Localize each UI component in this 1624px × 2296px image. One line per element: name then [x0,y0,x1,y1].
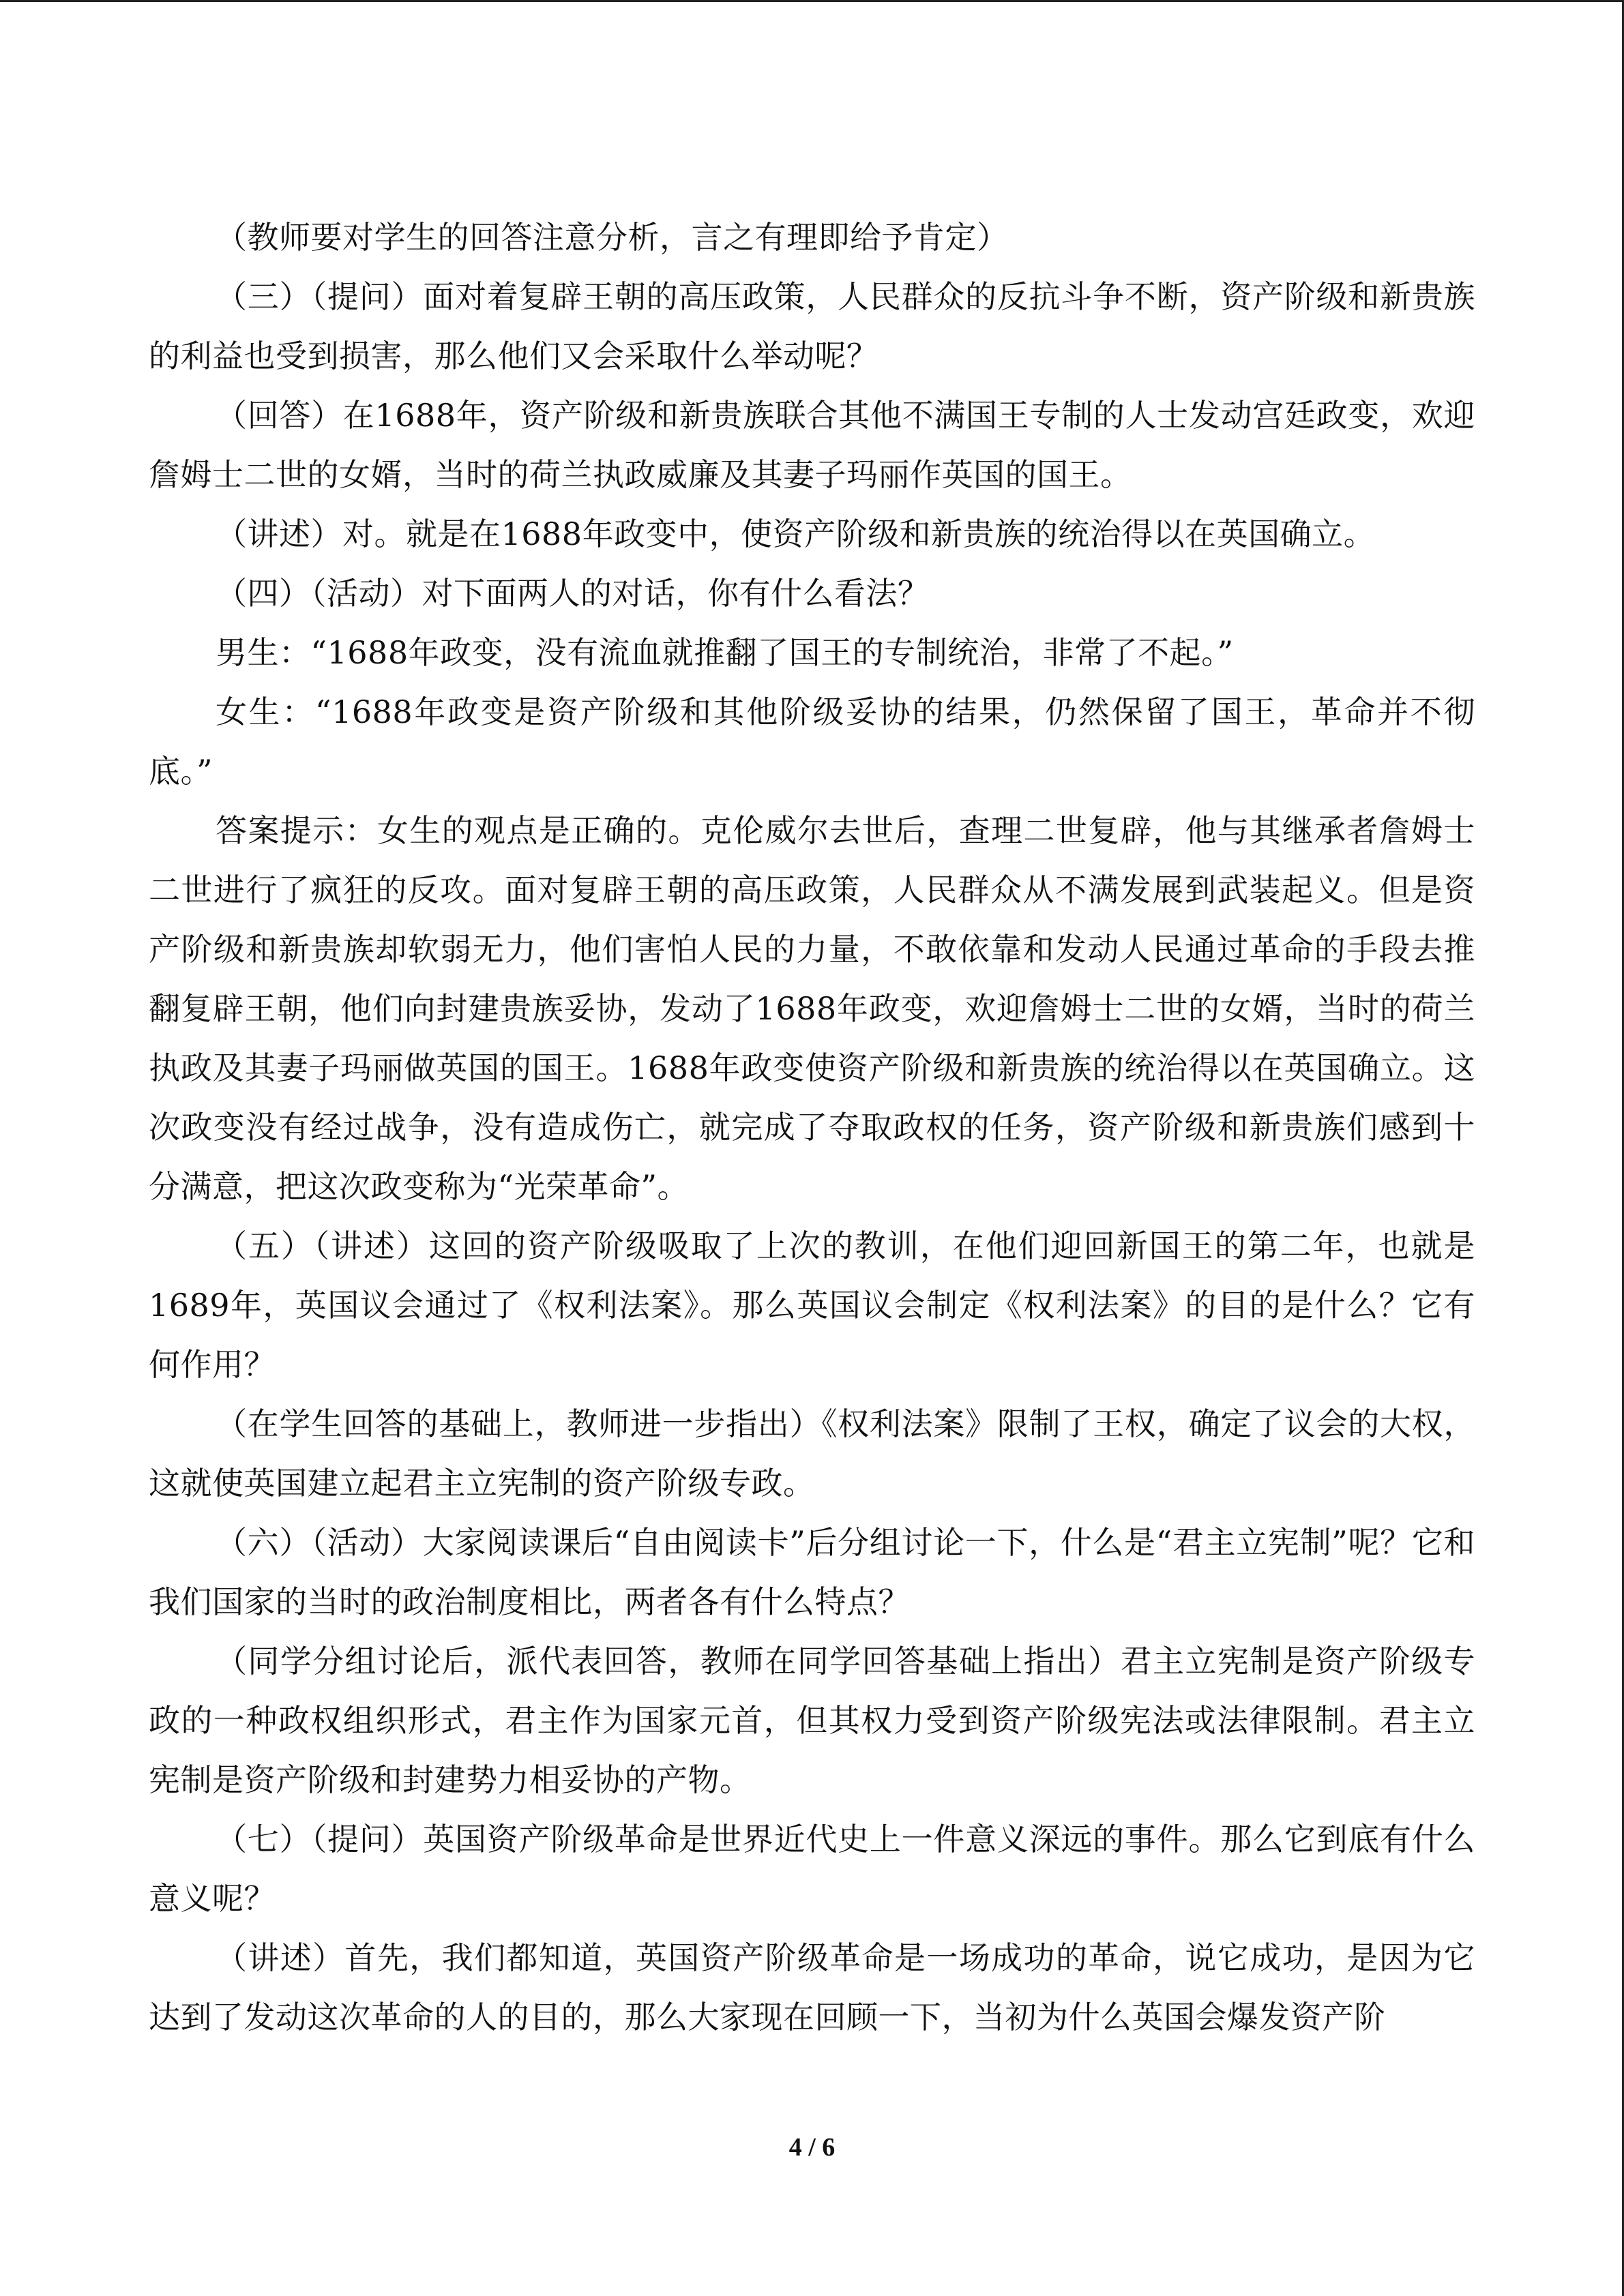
paragraph-question-three: （三）（提问）面对着复辟王朝的高压政策，人民群众的反抗斗争不断，资产阶级和新贵族的利益也受到损害，那么他们又会采取什么举动呢？ [149,278,1475,374]
page-number: 4 / 6 [788,2133,836,2162]
paragraph-male-student: 男生：“1688年政变，没有流血就推翻了国王的专制统治，非常了不起。” [216,634,1234,671]
paragraph-female-student: 女生：“1688年政变是资产阶级和其他阶级妥协的结果，仍然保留了国王，革命并不彻底。” [149,694,1475,790]
paragraph-activity-six: （六）（活动）大家阅读课后“自由阅读卡”后分组讨论一下，什么是“君主立宪制”呢？它和我们国家的当时的政治制度相比，两者各有什么特点？ [149,1524,1475,1620]
document-body [149,208,1475,2047]
paragraph-answer-hint: 答案提示：女生的观点是正确的。克伦威尔去世后，查理二世复辟，他与其继承者詹姆士二世进行了疯狂的反攻。面对复辟王朝的高压政策，人民群众从不满发展到武装起义。但是资产阶级和新贵族却软弱无力，他们害怕人民的力量，不敢依靠和发动人民通过革命的手段去推翻复辟王朝，他们向封建贵族妥协，发动了1688年政变，欢迎詹姆士二世的女婿，当时的荷兰执政及其妻子玛丽做英国的国王。1688年政变使资产阶级和新贵族的统治得以在英国确立。这次政变没有经过战争，没有造成伤亡，就完成了夺取政权的任务，资产阶级和新贵族们感到十分满意，把这次政变称为“光荣革命”。 [149,812,1475,1205]
paragraph-group-discussion: （同学分组讨论后，派代表回答，教师在同学回答基础上指出）君主立宪制是资产阶级专政的一种政权组织形式，君主作为国家元首，但其权力受到资产阶级宪法或法律限制。君主立宪制是资产阶级和封建势力相妥协的产物。 [149,1643,1475,1798]
paragraph-narration-five: （五）（讲述）这回的资产阶级吸取了上次的教训，在他们迎回新国王的第二年，也就是1689年，英国议会通过了《权利法案》。那么英国议会制定《权利法案》的目的是什么？它有何作用？ [149,1227,1475,1383]
paragraph-teacher-note: （教师要对学生的回答注意分析，言之有理即给予肯定） [216,219,1009,256]
page-border-top [0,0,1624,2]
paragraph-activity-four: （四）（活动）对下面两人的对话，你有什么看法？ [216,575,930,612]
paragraph-question-seven: （七）（提问）英国资产阶级革命是世界近代史上一件意义深远的事件。那么它到底有什么意义呢？ [149,1821,1475,1917]
paragraph-narration-seven: （讲述）首先，我们都知道，英国资产阶级革命是一场成功的革命，说它成功，是因为它达到了发动这次革命的人的目的，那么大家现在回顾一下，当初为什么英国会爆发资产阶 [149,1939,1475,2036]
paragraph-answer-1688: （回答）在1688年，资产阶级和新贵族联合其他不满国王专制的人士发动宫廷政变，欢迎詹姆士二世的女婿，当时的荷兰执政威廉及其妻子玛丽作英国的国王。 [149,397,1475,493]
paragraph-teacher-point-bill: （在学生回答的基础上，教师进一步指出）《权利法案》限制了王权，确定了议会的大权，这就使英国建立起君主立宪制的资产阶级专政。 [149,1405,1475,1502]
paragraph-narration-1688: （讲述）对。就是在1688年政变中，使资产阶级和新贵族的统治得以在英国确立。 [216,516,1376,552]
